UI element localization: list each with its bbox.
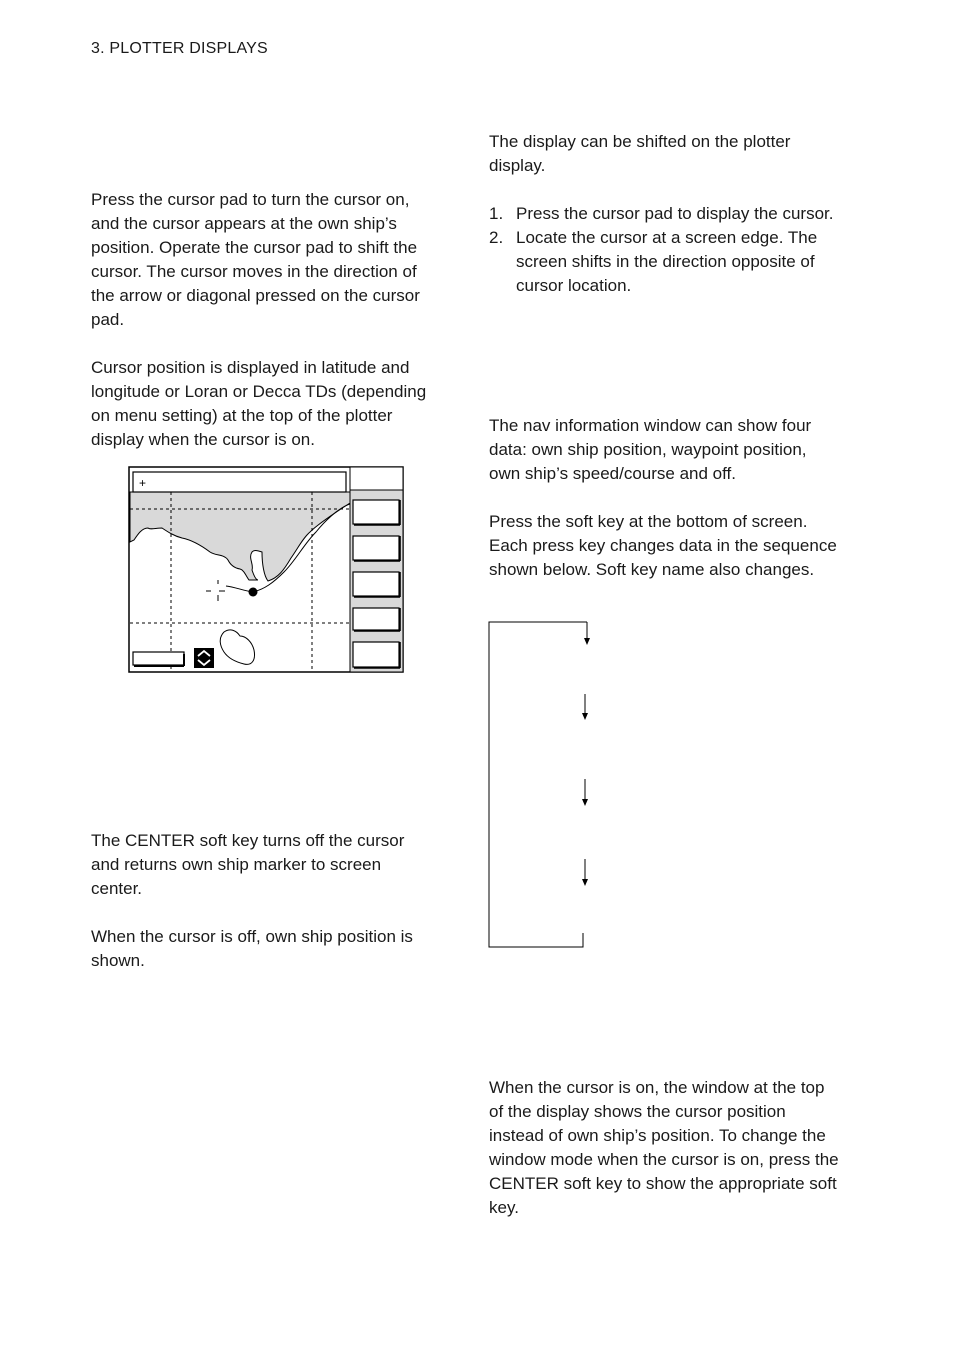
orientation-icon [194,648,214,668]
plotter-display-figure [128,466,405,674]
own-ship-marker [249,588,258,597]
section-header: 3. PLOTTER DISPLAYS [91,40,268,57]
arrow-down-icon [584,638,590,645]
arrow-down-icon [582,799,588,806]
step-number: 2. [489,228,504,247]
cursor-off-paragraph: When the cursor is off, own ship position is shown. [91,927,413,970]
shift-intro-paragraph: The display can be shifted on the plotter display. [489,132,791,175]
shift-steps-list [489,202,849,298]
step-text: Press the cursor pad to display the cursor. [516,204,834,223]
soft-key-sequence-diagram [487,619,597,951]
cursor-readout-symbol: + [139,476,147,490]
nav-window-paragraph: The nav information window can show four data: own ship position, waypoint position, own ship’s speed/course and off. [489,416,812,483]
list-item [489,202,849,226]
cursor-window-paragraph: When the cursor is on, the window at the top of the display shows the cursor position instead of own ship’s position. To change the window mode when the cursor is on, press the CENTER soft key to show the appropriate soft key. [489,1078,839,1217]
soft-key-paragraph: Press the soft key at the bottom of screen. Each press key changes data in the sequence shown below. Soft key name also changes. [489,512,837,579]
center-key-paragraph: The CENTER soft key turns off the cursor and returns own ship marker to screen center. [91,831,405,898]
arrow-down-icon [582,879,588,886]
cursor-position-paragraph: Cursor position is displayed in latitude and longitude or Loran or Decca TDs (depending on menu setting) at the top of the plotter display when the cursor is on. [91,358,427,449]
cursor-on-paragraph: Press the cursor pad to turn the cursor on, and the cursor appears at the own ship’s position. Operate the cursor pad to shift the cursor. The cursor moves in the direction of the arrow or diagonal pressed on the cursor pad. [91,190,420,329]
step-text: Locate the cursor at a screen edge. The screen shifts in the direction opposite of cursor location. [516,228,818,295]
list-item [489,226,849,298]
arrow-down-icon [582,713,588,720]
step-number: 1. [489,204,504,223]
